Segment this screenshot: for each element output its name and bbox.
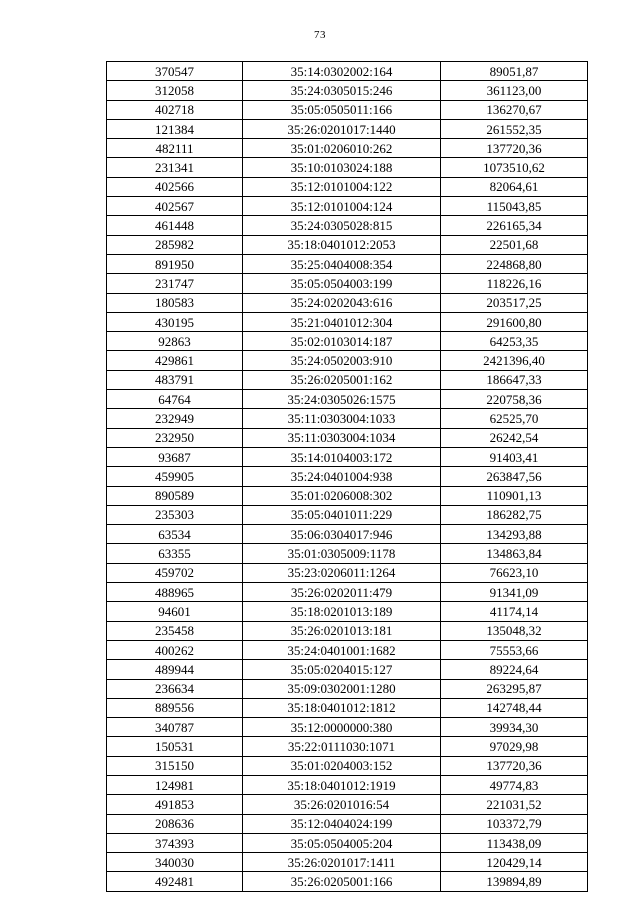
table-row bbox=[107, 853, 588, 872]
cadastral-number-cell: 35:05:0204015:127 bbox=[243, 660, 441, 679]
cadastral-number-cell: 35:01:0206010:262 bbox=[243, 139, 441, 158]
table-row bbox=[107, 62, 588, 81]
object-id-cell: 315150 bbox=[107, 756, 243, 775]
value-cell: 134293,88 bbox=[441, 525, 588, 544]
object-id-cell: 429861 bbox=[107, 351, 243, 370]
value-cell: 186647,33 bbox=[441, 370, 588, 389]
cadastral-number-cell: 35:26:0201017:1411 bbox=[243, 853, 441, 872]
object-id-cell: 488965 bbox=[107, 583, 243, 602]
cadastral-number-cell: 35:24:0401001:1682 bbox=[243, 640, 441, 659]
object-id-cell: 236634 bbox=[107, 679, 243, 698]
object-id-cell: 231341 bbox=[107, 158, 243, 177]
object-id-cell: 93687 bbox=[107, 447, 243, 466]
value-cell: 76623,10 bbox=[441, 563, 588, 582]
table-row bbox=[107, 216, 588, 235]
object-id-cell: 492481 bbox=[107, 872, 243, 891]
value-cell: 135048,32 bbox=[441, 621, 588, 640]
object-id-cell: 232949 bbox=[107, 409, 243, 428]
value-cell: 118226,16 bbox=[441, 274, 588, 293]
table-row bbox=[107, 486, 588, 505]
object-id-cell: 402566 bbox=[107, 177, 243, 196]
object-id-cell: 231747 bbox=[107, 274, 243, 293]
table-row bbox=[107, 332, 588, 351]
value-cell: 224868,80 bbox=[441, 254, 588, 273]
cadastral-number-cell: 35:05:0401011:229 bbox=[243, 505, 441, 524]
value-cell: 263847,56 bbox=[441, 467, 588, 486]
cadastral-number-cell: 35:12:0404024:199 bbox=[243, 814, 441, 833]
object-id-cell: 374393 bbox=[107, 833, 243, 852]
table-row bbox=[107, 756, 588, 775]
cadastral-number-cell: 35:21:0401012:304 bbox=[243, 312, 441, 331]
table-row bbox=[107, 602, 588, 621]
value-cell: 64253,35 bbox=[441, 332, 588, 351]
data-table bbox=[106, 61, 588, 892]
cadastral-number-cell: 35:01:0305009:1178 bbox=[243, 544, 441, 563]
object-id-cell: 94601 bbox=[107, 602, 243, 621]
table-row bbox=[107, 293, 588, 312]
cadastral-number-cell: 35:24:0305028:815 bbox=[243, 216, 441, 235]
object-id-cell: 232950 bbox=[107, 428, 243, 447]
cadastral-number-cell: 35:24:0401004:938 bbox=[243, 467, 441, 486]
table-row bbox=[107, 872, 588, 891]
cadastral-number-cell: 35:18:0201013:189 bbox=[243, 602, 441, 621]
cadastral-number-cell: 35:05:0504005:204 bbox=[243, 833, 441, 852]
value-cell: 139894,89 bbox=[441, 872, 588, 891]
object-id-cell: 891950 bbox=[107, 254, 243, 273]
cadastral-number-cell: 35:11:0303004:1033 bbox=[243, 409, 441, 428]
table-body bbox=[107, 62, 588, 892]
value-cell: 39934,30 bbox=[441, 718, 588, 737]
value-cell: 62525,70 bbox=[441, 409, 588, 428]
value-cell: 2421396,40 bbox=[441, 351, 588, 370]
table-row bbox=[107, 139, 588, 158]
value-cell: 226165,34 bbox=[441, 216, 588, 235]
table-row bbox=[107, 177, 588, 196]
table-row bbox=[107, 698, 588, 717]
cadastral-number-cell: 35:25:0404008:354 bbox=[243, 254, 441, 273]
table-row bbox=[107, 235, 588, 254]
object-id-cell: 430195 bbox=[107, 312, 243, 331]
table-row bbox=[107, 525, 588, 544]
cadastral-number-cell: 35:11:0303004:1034 bbox=[243, 428, 441, 447]
value-cell: 91341,09 bbox=[441, 583, 588, 602]
value-cell: 1073510,62 bbox=[441, 158, 588, 177]
cadastral-number-cell: 35:06:0304017:946 bbox=[243, 525, 441, 544]
value-cell: 261552,35 bbox=[441, 119, 588, 138]
table-row bbox=[107, 467, 588, 486]
table-row bbox=[107, 409, 588, 428]
value-cell: 110901,13 bbox=[441, 486, 588, 505]
value-cell: 136270,67 bbox=[441, 100, 588, 119]
value-cell: 75553,66 bbox=[441, 640, 588, 659]
cadastral-number-cell: 35:01:0206008:302 bbox=[243, 486, 441, 505]
table-row bbox=[107, 254, 588, 273]
value-cell: 186282,75 bbox=[441, 505, 588, 524]
cadastral-number-cell: 35:18:0401012:1812 bbox=[243, 698, 441, 717]
table-row bbox=[107, 81, 588, 100]
table-row bbox=[107, 814, 588, 833]
object-id-cell: 459702 bbox=[107, 563, 243, 582]
object-id-cell: 150531 bbox=[107, 737, 243, 756]
table-row bbox=[107, 312, 588, 331]
object-id-cell: 370547 bbox=[107, 62, 243, 81]
cadastral-number-cell: 35:01:0204003:152 bbox=[243, 756, 441, 775]
object-id-cell: 461448 bbox=[107, 216, 243, 235]
page-number: 73 bbox=[314, 29, 326, 41]
table-row bbox=[107, 660, 588, 679]
table-row bbox=[107, 544, 588, 563]
table-row bbox=[107, 351, 588, 370]
cadastral-number-cell: 35:10:0103024:188 bbox=[243, 158, 441, 177]
cadastral-number-cell: 35:24:0305026:1575 bbox=[243, 390, 441, 409]
object-id-cell: 482111 bbox=[107, 139, 243, 158]
table-row bbox=[107, 370, 588, 389]
value-cell: 203517,25 bbox=[441, 293, 588, 312]
value-cell: 103372,79 bbox=[441, 814, 588, 833]
object-id-cell: 459905 bbox=[107, 467, 243, 486]
cadastral-number-cell: 35:26:0205001:162 bbox=[243, 370, 441, 389]
value-cell: 291600,80 bbox=[441, 312, 588, 331]
value-cell: 134863,84 bbox=[441, 544, 588, 563]
table-row bbox=[107, 563, 588, 582]
object-id-cell: 63534 bbox=[107, 525, 243, 544]
cadastral-number-cell: 35:05:0505011:166 bbox=[243, 100, 441, 119]
cadastral-number-cell: 35:12:0101004:122 bbox=[243, 177, 441, 196]
value-cell: 49774,83 bbox=[441, 775, 588, 794]
table-row bbox=[107, 119, 588, 138]
table-row bbox=[107, 100, 588, 119]
cadastral-number-cell: 35:26:0201017:1440 bbox=[243, 119, 441, 138]
cadastral-number-cell: 35:18:0401012:1919 bbox=[243, 775, 441, 794]
object-id-cell: 63355 bbox=[107, 544, 243, 563]
object-id-cell: 285982 bbox=[107, 235, 243, 254]
table-row bbox=[107, 274, 588, 293]
value-cell: 89051,87 bbox=[441, 62, 588, 81]
object-id-cell: 340787 bbox=[107, 718, 243, 737]
value-cell: 89224,64 bbox=[441, 660, 588, 679]
value-cell: 22501,68 bbox=[441, 235, 588, 254]
cadastral-number-cell: 35:24:0305015:246 bbox=[243, 81, 441, 100]
value-cell: 115043,85 bbox=[441, 197, 588, 216]
value-cell: 41174,14 bbox=[441, 602, 588, 621]
cadastral-number-cell: 35:22:0111030:1071 bbox=[243, 737, 441, 756]
value-cell: 82064,61 bbox=[441, 177, 588, 196]
table-row bbox=[107, 505, 588, 524]
value-cell: 97029,98 bbox=[441, 737, 588, 756]
table-row bbox=[107, 621, 588, 640]
value-cell: 221031,52 bbox=[441, 795, 588, 814]
table-row bbox=[107, 718, 588, 737]
cadastral-number-cell: 35:12:0101004:124 bbox=[243, 197, 441, 216]
value-cell: 26242,54 bbox=[441, 428, 588, 447]
table-row bbox=[107, 640, 588, 659]
object-id-cell: 489944 bbox=[107, 660, 243, 679]
object-id-cell: 92863 bbox=[107, 332, 243, 351]
object-id-cell: 121384 bbox=[107, 119, 243, 138]
cadastral-number-cell: 35:24:0202043:616 bbox=[243, 293, 441, 312]
value-cell: 142748,44 bbox=[441, 698, 588, 717]
object-id-cell: 402567 bbox=[107, 197, 243, 216]
table-row bbox=[107, 679, 588, 698]
table-row bbox=[107, 795, 588, 814]
object-id-cell: 235458 bbox=[107, 621, 243, 640]
cadastral-number-cell: 35:02:0103014:187 bbox=[243, 332, 441, 351]
object-id-cell: 124981 bbox=[107, 775, 243, 794]
value-cell: 361123,00 bbox=[441, 81, 588, 100]
value-cell: 137720,36 bbox=[441, 139, 588, 158]
object-id-cell: 235303 bbox=[107, 505, 243, 524]
object-id-cell: 889556 bbox=[107, 698, 243, 717]
cadastral-number-cell: 35:26:0201016:54 bbox=[243, 795, 441, 814]
table-row bbox=[107, 583, 588, 602]
object-id-cell: 312058 bbox=[107, 81, 243, 100]
object-id-cell: 491853 bbox=[107, 795, 243, 814]
table-row bbox=[107, 833, 588, 852]
table-row bbox=[107, 775, 588, 794]
cadastral-number-cell: 35:14:0104003:172 bbox=[243, 447, 441, 466]
object-id-cell: 890589 bbox=[107, 486, 243, 505]
object-id-cell: 400262 bbox=[107, 640, 243, 659]
object-id-cell: 64764 bbox=[107, 390, 243, 409]
cadastral-number-cell: 35:26:0201013:181 bbox=[243, 621, 441, 640]
table-row bbox=[107, 428, 588, 447]
table-row bbox=[107, 737, 588, 756]
table-row bbox=[107, 158, 588, 177]
value-cell: 220758,36 bbox=[441, 390, 588, 409]
object-id-cell: 180583 bbox=[107, 293, 243, 312]
cadastral-number-cell: 35:14:0302002:164 bbox=[243, 62, 441, 81]
table-row bbox=[107, 197, 588, 216]
cadastral-number-cell: 35:24:0502003:910 bbox=[243, 351, 441, 370]
cadastral-number-cell: 35:26:0205001:166 bbox=[243, 872, 441, 891]
cadastral-number-cell: 35:23:0206011:1264 bbox=[243, 563, 441, 582]
object-id-cell: 483791 bbox=[107, 370, 243, 389]
table-row bbox=[107, 447, 588, 466]
cadastral-number-cell: 35:05:0504003:199 bbox=[243, 274, 441, 293]
value-cell: 120429,14 bbox=[441, 853, 588, 872]
cadastral-number-cell: 35:18:0401012:2053 bbox=[243, 235, 441, 254]
object-id-cell: 340030 bbox=[107, 853, 243, 872]
cadastral-number-cell: 35:12:0000000:380 bbox=[243, 718, 441, 737]
object-id-cell: 402718 bbox=[107, 100, 243, 119]
value-cell: 137720,36 bbox=[441, 756, 588, 775]
value-cell: 113438,09 bbox=[441, 833, 588, 852]
cadastral-number-cell: 35:26:0202011:479 bbox=[243, 583, 441, 602]
table-row bbox=[107, 390, 588, 409]
value-cell: 91403,41 bbox=[441, 447, 588, 466]
value-cell: 263295,87 bbox=[441, 679, 588, 698]
cadastral-number-cell: 35:09:0302001:1280 bbox=[243, 679, 441, 698]
object-id-cell: 208636 bbox=[107, 814, 243, 833]
